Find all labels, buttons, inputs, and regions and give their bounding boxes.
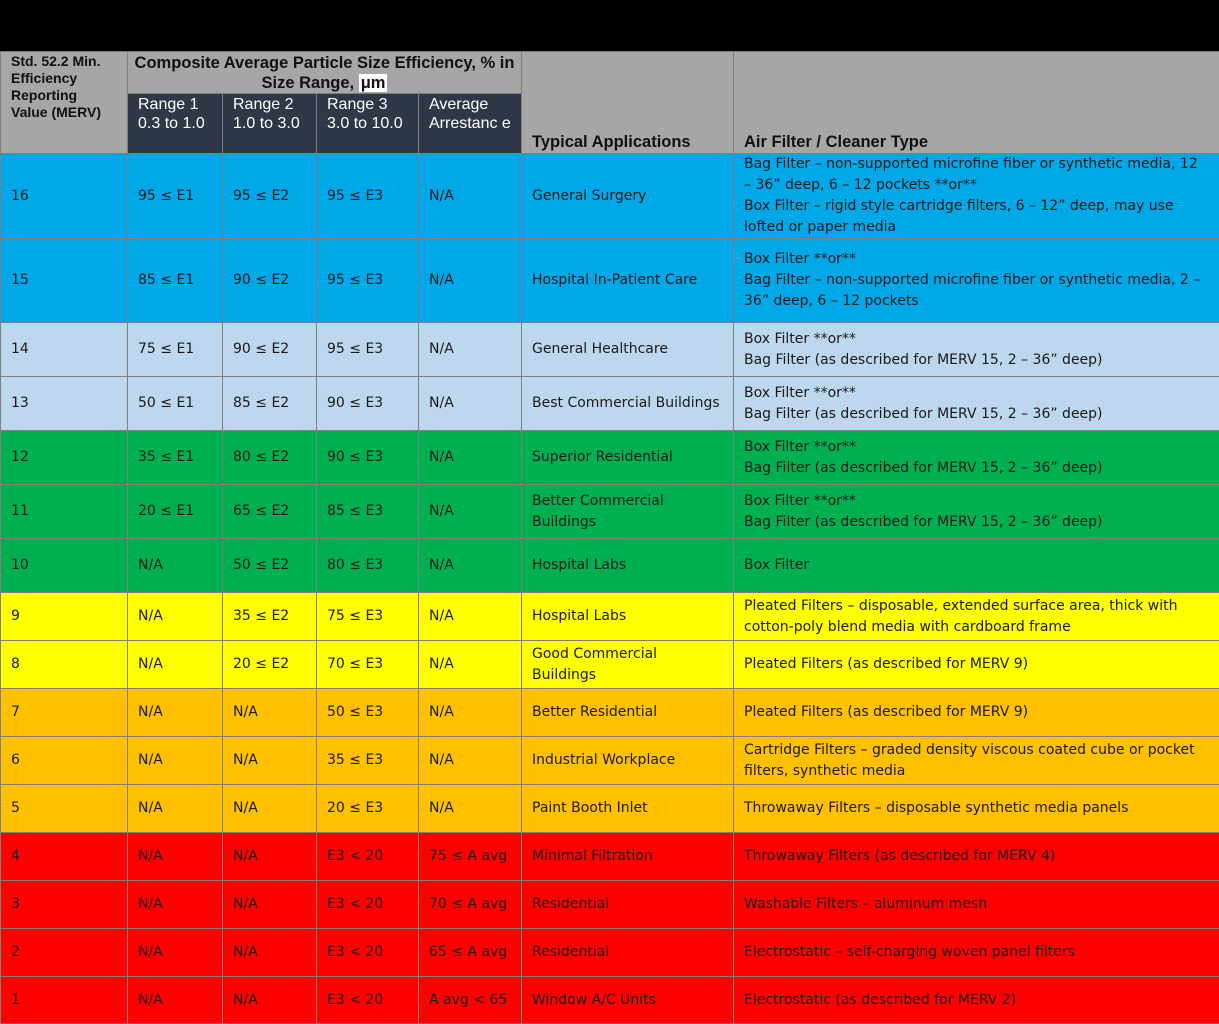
table-row	[1, 154, 1219, 239]
application-cell: General Healthcare	[522, 323, 734, 377]
range2-cell: 95 ≤ E2	[223, 154, 317, 239]
table-row	[1, 431, 1219, 485]
range1-cell: N/A	[128, 833, 223, 881]
arrestance-cell: N/A	[419, 323, 522, 377]
table-row	[1, 881, 1219, 929]
typical-applications-header: Typical Applications	[522, 52, 734, 154]
range2-cell: N/A	[223, 737, 317, 785]
range2-cell: 80 ≤ E2	[223, 431, 317, 485]
merv-cell: 11	[1, 485, 128, 539]
application-cell: Superior Residential	[522, 431, 734, 485]
range1-cell: N/A	[128, 881, 223, 929]
merv-cell: 1	[1, 977, 128, 1024]
filter-type-cell: Box Filter	[734, 539, 1219, 593]
application-cell: General Surgery	[522, 154, 734, 239]
arrestance-cell: N/A	[419, 641, 522, 689]
table-body	[1, 154, 1219, 1024]
range3-cell: E3 < 20	[317, 833, 419, 881]
arrestance-cell: N/A	[419, 539, 522, 593]
application-cell: Hospital Labs	[522, 539, 734, 593]
table-row	[1, 929, 1219, 977]
filter-type-cell: Throwaway Filters (as described for MERV 4)	[734, 833, 1219, 881]
title-bar	[0, 0, 1219, 51]
application-cell: Residential	[522, 881, 734, 929]
arrestance-cell: N/A	[419, 593, 522, 641]
range2-cell: 90 ≤ E2	[223, 323, 317, 377]
range3-cell: 95 ≤ E3	[317, 239, 419, 323]
table-row	[1, 833, 1219, 881]
merv-cell: 13	[1, 377, 128, 431]
range1-cell: 20 ≤ E1	[128, 485, 223, 539]
range2-cell: N/A	[223, 785, 317, 833]
range2-cell: N/A	[223, 833, 317, 881]
arrestance-cell: N/A	[419, 485, 522, 539]
merv-header: Std. 52.2 Min. Efficiency Reporting Value (MERV)	[1, 52, 128, 154]
table-row	[1, 239, 1219, 323]
arrestance-cell: N/A	[419, 737, 522, 785]
range3-cell: 35 ≤ E3	[317, 737, 419, 785]
arrestance-cell: N/A	[419, 785, 522, 833]
range2-cell: 20 ≤ E2	[223, 641, 317, 689]
range1-cell: N/A	[128, 785, 223, 833]
table-row	[1, 377, 1219, 431]
table-row	[1, 737, 1219, 785]
range3-cell: 70 ≤ E3	[317, 641, 419, 689]
range3-cell: 75 ≤ E3	[317, 593, 419, 641]
arrestance-cell: N/A	[419, 689, 522, 737]
application-cell: Paint Booth Inlet	[522, 785, 734, 833]
filter-type-cell: Pleated Filters (as described for MERV 9)	[734, 689, 1219, 737]
filter-type-cell: Box Filter **or** Bag Filter (as described for MERV 15, 2 – 36” deep)	[734, 431, 1219, 485]
table-row	[1, 323, 1219, 377]
range1-cell: N/A	[128, 641, 223, 689]
arrestance-header: Average Arrestanc e	[419, 94, 522, 154]
micrometer-unit: μm	[359, 74, 388, 92]
table-row	[1, 977, 1219, 1024]
merv-cell: 15	[1, 239, 128, 323]
range1-cell: N/A	[128, 737, 223, 785]
application-cell: Industrial Workplace	[522, 737, 734, 785]
range3-cell: 85 ≤ E3	[317, 485, 419, 539]
merv-cell: 7	[1, 689, 128, 737]
range2-cell: 90 ≤ E2	[223, 239, 317, 323]
application-cell: Hospital In-Patient Care	[522, 239, 734, 323]
filter-type-cell: Pleated Filters (as described for MERV 9)	[734, 641, 1219, 689]
range2-cell: 65 ≤ E2	[223, 485, 317, 539]
application-cell: Minimal Filtration	[522, 833, 734, 881]
filter-type-cell: Box Filter **or** Bag Filter (as described for MERV 15, 2 – 36” deep)	[734, 323, 1219, 377]
filter-type-cell: Washable Filters – aluminum mesh	[734, 881, 1219, 929]
table-row	[1, 689, 1219, 737]
range3-cell: 90 ≤ E3	[317, 431, 419, 485]
range1-header: Range 1 0.3 to 1.0	[128, 94, 223, 154]
range3-header: Range 3 3.0 to 10.0	[317, 94, 419, 154]
arrestance-cell: N/A	[419, 154, 522, 239]
table-row	[1, 641, 1219, 689]
filter-type-cell: Bag Filter – non-supported microfine fiber or synthetic media, 12 – 36” deep, 6 – 12 pockets **or** Box Filter – rigid style cartridge filters, 6 – 12” deep, may use lofted or paper media	[734, 154, 1219, 239]
range2-cell: 85 ≤ E2	[223, 377, 317, 431]
arrestance-cell: A avg < 65	[419, 977, 522, 1024]
range3-cell: 95 ≤ E3	[317, 323, 419, 377]
range3-cell: E3 < 20	[317, 929, 419, 977]
arrestance-cell: 65 ≤ A avg	[419, 929, 522, 977]
filter-type-cell: Box Filter **or** Bag Filter – non-supported microfine fiber or synthetic media, 2 – 36” deep, 6 – 12 pockets	[734, 239, 1219, 323]
filter-type-cell: Electrostatic – self-charging woven panel filters	[734, 929, 1219, 977]
table-row	[1, 785, 1219, 833]
range2-cell: N/A	[223, 929, 317, 977]
composite-header-text: Composite Average Particle Size Efficiency, % in Size Range,	[135, 54, 515, 92]
range3-cell: 90 ≤ E3	[317, 377, 419, 431]
range2-cell: 50 ≤ E2	[223, 539, 317, 593]
merv-cell: 14	[1, 323, 128, 377]
range1-cell: N/A	[128, 689, 223, 737]
arrestance-cell: 75 ≤ A avg	[419, 833, 522, 881]
range3-cell: 20 ≤ E3	[317, 785, 419, 833]
application-cell: Better Commercial Buildings	[522, 485, 734, 539]
range1-cell: 85 ≤ E1	[128, 239, 223, 323]
table-row	[1, 593, 1219, 641]
filter-type-cell: Electrostatic (as described for MERV 2)	[734, 977, 1219, 1024]
application-cell: Better Residential	[522, 689, 734, 737]
merv-cell: 3	[1, 881, 128, 929]
merv-cell: 16	[1, 154, 128, 239]
range1-cell: 50 ≤ E1	[128, 377, 223, 431]
merv-cell: 5	[1, 785, 128, 833]
merv-cell: 2	[1, 929, 128, 977]
merv-cell: 9	[1, 593, 128, 641]
arrestance-cell: N/A	[419, 377, 522, 431]
merv-cell: 8	[1, 641, 128, 689]
range1-cell: N/A	[128, 929, 223, 977]
merv-cell: 12	[1, 431, 128, 485]
range3-cell: 95 ≤ E3	[317, 154, 419, 239]
range3-cell: 80 ≤ E3	[317, 539, 419, 593]
range2-cell: N/A	[223, 881, 317, 929]
application-cell: Window A/C Units	[522, 977, 734, 1024]
arrestance-cell: 70 ≤ A avg	[419, 881, 522, 929]
filter-type-cell: Box Filter **or** Bag Filter (as described for MERV 15, 2 – 36” deep)	[734, 377, 1219, 431]
table-row	[1, 539, 1219, 593]
range1-cell: 75 ≤ E1	[128, 323, 223, 377]
range2-cell: N/A	[223, 689, 317, 737]
range1-cell: N/A	[128, 977, 223, 1024]
composite-efficiency-header	[128, 52, 522, 94]
table-row	[1, 485, 1219, 539]
merv-table	[0, 51, 1219, 1024]
range2-cell: N/A	[223, 977, 317, 1024]
filter-type-cell: Box Filter **or** Bag Filter (as described for MERV 15, 2 – 36” deep)	[734, 485, 1219, 539]
filter-type-cell: Cartridge Filters – graded density viscous coated cube or pocket filters, synthetic media	[734, 737, 1219, 785]
merv-cell: 6	[1, 737, 128, 785]
arrestance-cell: N/A	[419, 239, 522, 323]
filter-type-cell: Pleated Filters – disposable, extended surface area, thick with cotton-poly blend media with cardboard frame	[734, 593, 1219, 641]
range2-header: Range 2 1.0 to 3.0	[223, 94, 317, 154]
filter-type-cell: Throwaway Filters – disposable synthetic media panels	[734, 785, 1219, 833]
application-cell: Best Commercial Buildings	[522, 377, 734, 431]
range1-cell: N/A	[128, 593, 223, 641]
merv-cell: 10	[1, 539, 128, 593]
filter-type-header: Air Filter / Cleaner Type	[734, 52, 1219, 154]
range2-cell: 35 ≤ E2	[223, 593, 317, 641]
range3-cell: E3 < 20	[317, 977, 419, 1024]
range1-cell: N/A	[128, 539, 223, 593]
arrestance-cell: N/A	[419, 431, 522, 485]
application-cell: Residential	[522, 929, 734, 977]
table-header	[1, 52, 1219, 154]
range3-cell: 50 ≤ E3	[317, 689, 419, 737]
range1-cell: 35 ≤ E1	[128, 431, 223, 485]
application-cell: Good Commercial Buildings	[522, 641, 734, 689]
range3-cell: E3 < 20	[317, 881, 419, 929]
application-cell: Hospital Labs	[522, 593, 734, 641]
range1-cell: 95 ≤ E1	[128, 154, 223, 239]
merv-cell: 4	[1, 833, 128, 881]
